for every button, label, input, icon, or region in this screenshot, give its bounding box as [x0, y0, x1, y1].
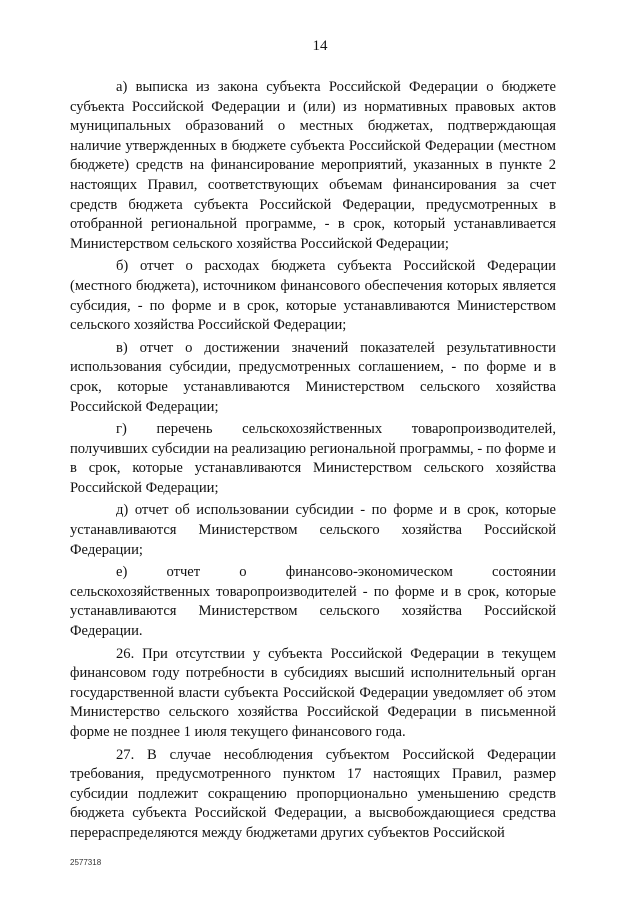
paragraph-a: а) выписка из закона субъекта Российской Федерации о бюджете субъекта Российской Федерации и (или) из нормативных правовых актов муниципальных образований о местных бюджетах, подтверждающая наличие утвержденных в бюджете субъекта Российской Федерации (местном бюджете) средств на финансирование мероприятий, указанных в пункте 2 настоящих Правил, соответствующих объемам финансирования за счет средств бюджета субъекта Российской Федерации, предусмотренных в отобранной региональной программе, - в срок, который устанавливается Министерством сельского хозяйства Российской Федерации;	[70, 79, 556, 252]
paragraph-v: в) отчет о достижении значений показателей результативности использования субсидии, предусмотренных соглашением, - по форме и в срок, которые устанавливаются Министерством сельского хозяйства Российской Федерации;	[70, 339, 556, 415]
paragraph-26: 26. При отсутствии у субъекта Российской Федерации в текущем финансовом году потребности в субсидиях высший исполнительный орган государственной власти субъекта Российской Федерации уведомляет об этом Министерство сельского хозяйства Российской Федерации в письменной форме не позднее 1 июля текущего финансового года.	[70, 645, 556, 740]
document-body	[70, 78, 556, 847]
paragraph-b: б) отчет о расходах бюджета субъекта Российской Федерации (местного бюджета), источником финансового обеспечения которых является субсидия, - по форме и в срок, которые устанавливаются Министерством сельского хозяйства Российской Федерации;	[70, 258, 556, 334]
paragraph-d: д) отчет об использовании субсидии - по форме и в срок, которые устанавливаются Министерством сельского хозяйства Российской Федерации;	[70, 502, 556, 558]
paragraph-g: г) перечень сельскохозяйственных товаропроизводителей, получивших субсидии на реализацию региональной программы, - по форме и в срок, которые устанавливаются Министерством сельского хозяйства Российской Федерации;	[70, 421, 556, 496]
page-number: 14	[312, 38, 328, 54]
document-code: 2577318	[70, 858, 102, 867]
paragraph-e: е) отчет о финансово-экономическом состоянии сельскохозяйственных товаропроизводителей - по форме и в срок, которые устанавливаются Министерством сельского хозяйства Российской Федерации.	[70, 564, 556, 640]
paragraph-27: 27. В случае несоблюдения субъектом Российской Федерации требования, предусмотренного пунктом 17 настоящих Правил, размер субсидии подлежит сокращению пропорционально уменьшению средств бюджета субъекта Российской Федерации, а высвобождающиеся средства перераспределяются между бюджетами других субъектов Российской	[70, 746, 556, 841]
